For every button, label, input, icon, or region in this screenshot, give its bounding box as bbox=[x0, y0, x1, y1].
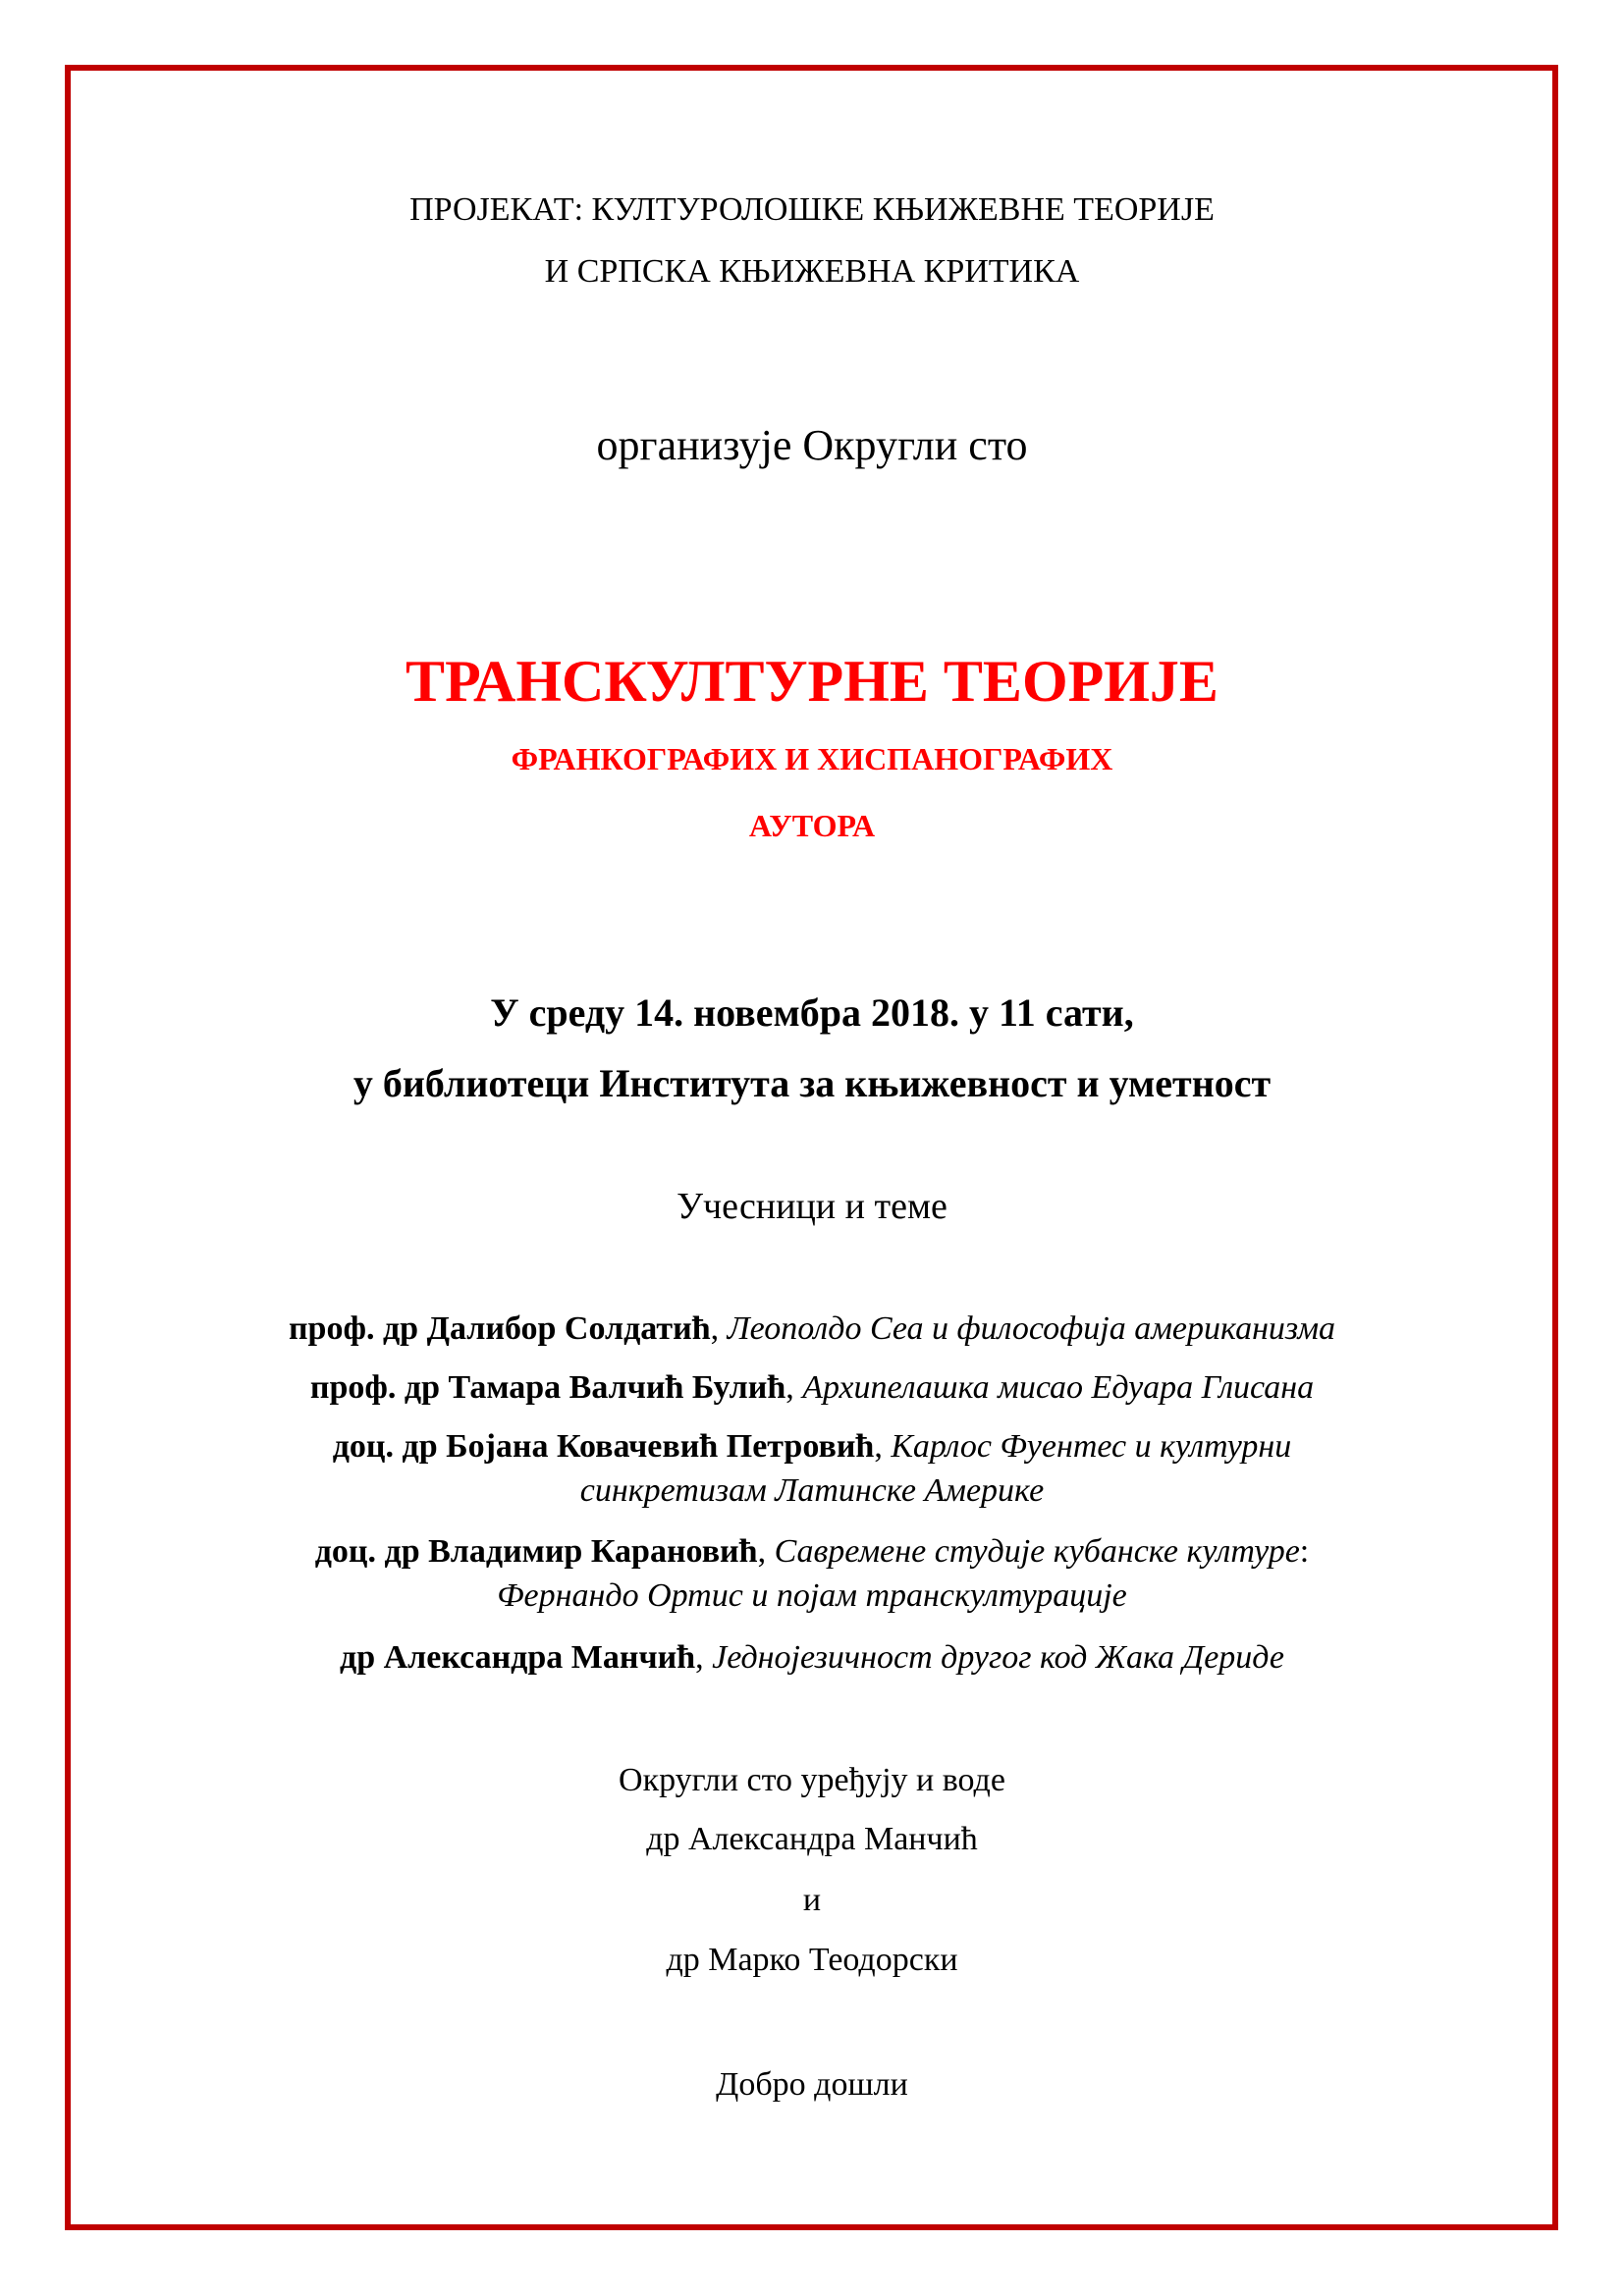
participant-name: доц. др Бојана Ковачевић Петровић bbox=[332, 1428, 875, 1465]
project-header-line-2: И СРПСКА КЊИЖЕВНА КРИТИКА bbox=[544, 253, 1080, 290]
participant-5 bbox=[0, 1639, 1624, 1677]
participant-2 bbox=[0, 1369, 1624, 1407]
participant-name: проф. др Тамара Валчић Булић bbox=[309, 1369, 786, 1406]
participant-topic: Леополдо Сеа и философија американизма bbox=[727, 1310, 1336, 1347]
participant-name: доц. др Владимир Карановић bbox=[314, 1533, 758, 1570]
event-location: у библиотеци Института за књижевност и уметност bbox=[352, 1061, 1272, 1105]
project-header-line-1: ПРОЈЕКАТ: КУЛТУРОЛОШКЕ КЊИЖЕВНЕ ТЕОРИЈЕ bbox=[409, 191, 1215, 228]
participant-topic: Карлос Фуентес и културни bbox=[891, 1428, 1292, 1465]
moderators-and: и bbox=[802, 1882, 822, 1918]
colon: : bbox=[1299, 1533, 1310, 1570]
organizes-roundtable: организује Округли сто bbox=[596, 421, 1028, 469]
participants-heading: Учесници и теме bbox=[677, 1186, 947, 1227]
participant-name: др Александра Манчић bbox=[340, 1639, 696, 1676]
moderators-intro: Округли сто уређују и воде bbox=[619, 1762, 1005, 1798]
participant-3 bbox=[0, 1428, 1624, 1466]
participant-1 bbox=[0, 1310, 1624, 1348]
participant-topic: Архипелашка мисао Едуара Глисана bbox=[802, 1369, 1315, 1406]
separator: , bbox=[757, 1533, 775, 1570]
separator: , bbox=[874, 1428, 892, 1465]
separator: , bbox=[710, 1310, 728, 1347]
event-subtitle-line-1: ФРАНКОГРАФИХ И ХИСПАНОГРАФИХ bbox=[511, 741, 1113, 776]
participant-4-topic-cont bbox=[0, 1577, 1624, 1615]
moderator-1: др Александра Манчић bbox=[646, 1821, 978, 1857]
participant-3-topic-cont bbox=[0, 1472, 1624, 1510]
participant-4 bbox=[0, 1533, 1624, 1571]
closing-welcome: Добро дошли bbox=[716, 2066, 908, 2103]
participant-topic: Једнојезичност другог код Жака Дериде bbox=[712, 1639, 1284, 1676]
participant-topic: Савремене студије кубанске културе bbox=[774, 1533, 1300, 1570]
event-title: ТРАНСКУЛТУРНЕ ТЕОРИЈЕ bbox=[406, 649, 1218, 714]
moderator-2: др Марко Теодорски bbox=[666, 1942, 958, 1978]
participant-name: проф. др Далибор Солдатић bbox=[288, 1310, 711, 1347]
separator: , bbox=[785, 1369, 803, 1406]
event-subtitle-line-2: АУТОРА bbox=[748, 808, 876, 843]
participant-topic-cont: Фернандо Ортис и појам транскултурације bbox=[497, 1577, 1127, 1614]
participant-topic-cont: синкретизам Латинске Америке bbox=[579, 1472, 1045, 1509]
separator: , bbox=[695, 1639, 713, 1676]
event-date-time: У среду 14. новембра 2018. у 11 сати, bbox=[490, 990, 1134, 1035]
